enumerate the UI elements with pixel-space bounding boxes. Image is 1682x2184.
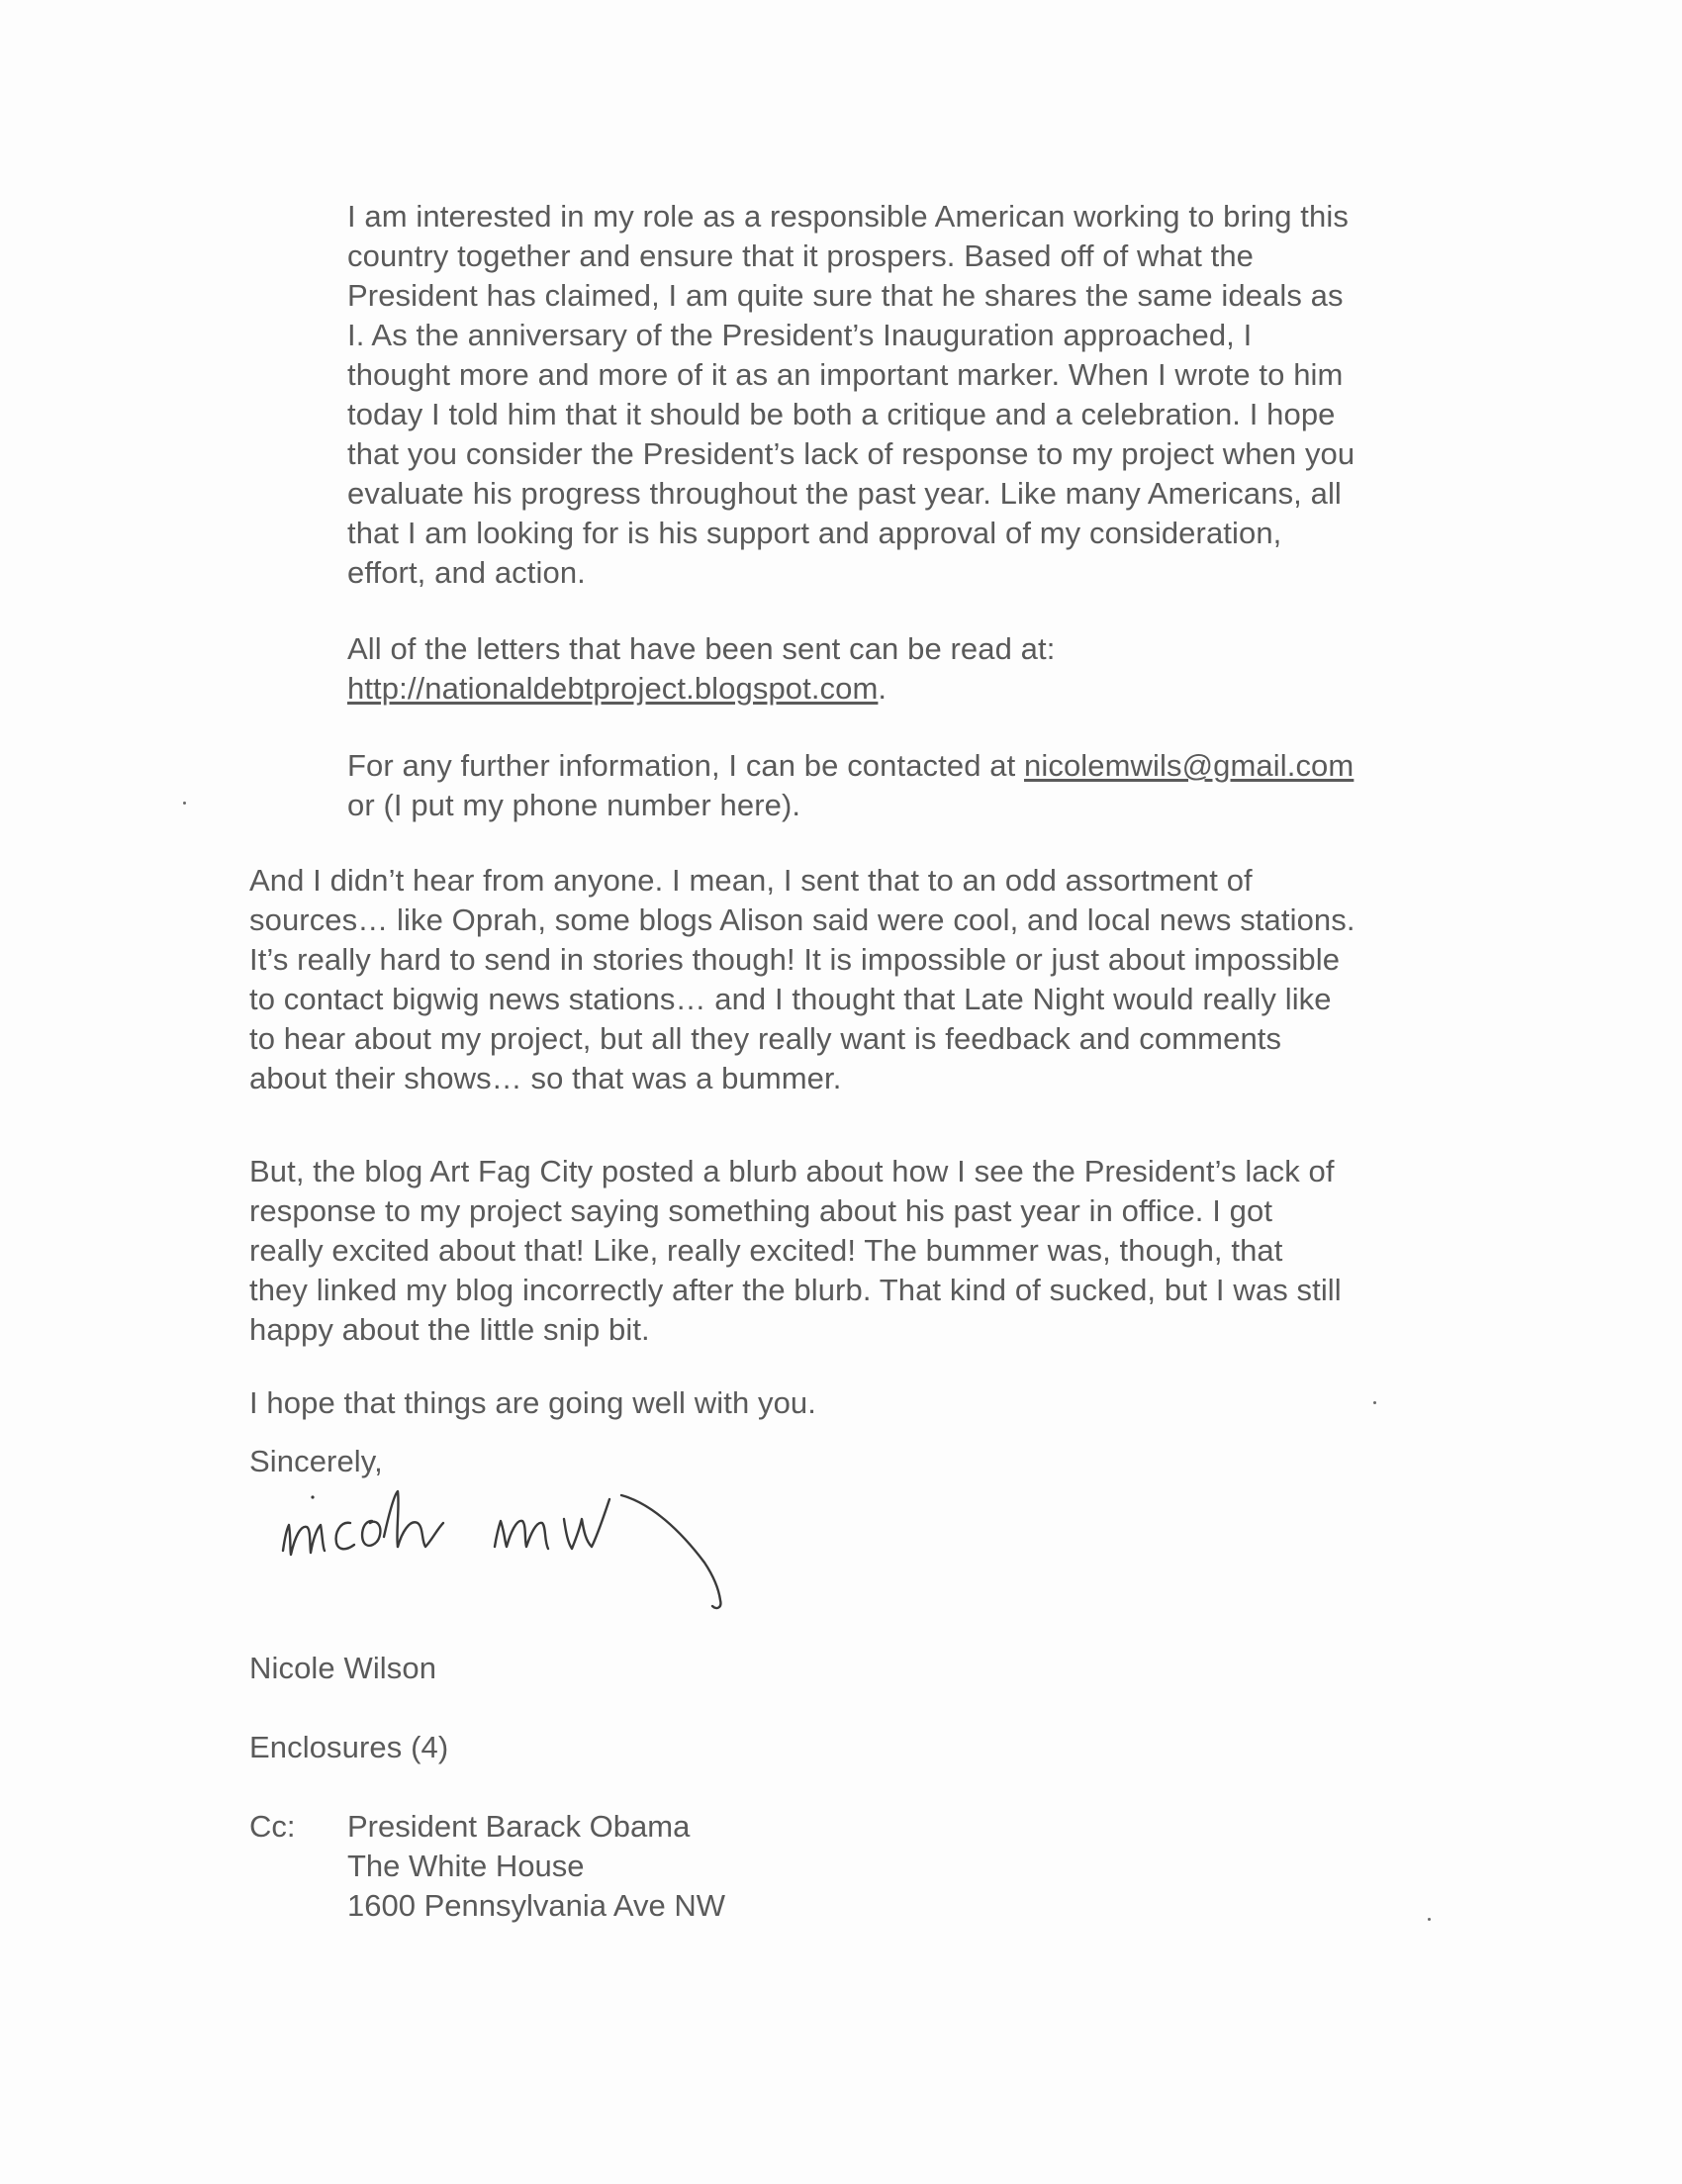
text-line: I. As the anniversary of the President’s Inauguration approached, I <box>347 318 1253 352</box>
cc-line: The White House <box>347 1849 585 1883</box>
text-line: today I told him that it should be both a critique and a celebration. I hope <box>347 397 1336 431</box>
cc-line: 1600 Pennsylvania Ave NW <box>347 1888 725 1923</box>
text-line: really excited about that! Like, really excited! The bummer was, though, that <box>249 1233 1283 1268</box>
signer-name <box>249 1649 436 1688</box>
text-line: effort, and action. <box>347 555 586 590</box>
text-line: sources… like Oprah, some blogs Alison said were cool, and local news stations. <box>249 902 1355 937</box>
text-line: that you consider the President’s lack of response to my project when you <box>347 436 1355 471</box>
quoted-paragraph-letters-link <box>347 629 1055 709</box>
text-line: Sincerely, <box>249 1444 383 1478</box>
text-line: thought more and more of it as an important marker. When I wrote to him <box>347 357 1344 392</box>
enclosures-line <box>249 1728 448 1767</box>
cc-recipient-address <box>347 1807 725 1926</box>
text-line: that I am looking for is his support and approval of my consideration, <box>347 516 1282 550</box>
cc-line: President Barack Obama <box>347 1809 691 1844</box>
text-line: they linked my blog incorrectly after the blurb. That kind of sucked, but I was still <box>249 1273 1342 1307</box>
text-line: happy about the little snip bit. <box>249 1312 650 1347</box>
text-line: about their shows… so that was a bummer. <box>249 1061 842 1095</box>
scan-speck <box>1428 1918 1431 1921</box>
handwritten-signature <box>277 1489 752 1613</box>
contact-text: For any further information, I can be contacted at <box>347 748 1025 783</box>
text-line: country together and ensure that it prospers. Based off of what the <box>347 238 1255 273</box>
quoted-paragraph-role <box>347 197 1355 593</box>
text-line <box>347 746 1354 786</box>
text-line: to hear about my project, but all they really want is feedback and comments <box>249 1021 1282 1056</box>
closing-salutation <box>249 1442 383 1481</box>
text-line: or (I put my phone number here). <box>347 788 801 822</box>
link-period: . <box>878 671 888 706</box>
text-line: Enclosures (4) <box>249 1730 449 1764</box>
body-paragraph-no-response <box>249 861 1355 1098</box>
body-paragraph-blog-blurb <box>249 1152 1342 1350</box>
cc-label: Cc: <box>249 1809 296 1844</box>
text-line: But, the blog Art Fag City posted a blurb about how I see the President’s lack of <box>249 1154 1335 1188</box>
closing-wish <box>249 1383 816 1423</box>
email-link[interactable]: nicolemwils@gmail.com <box>1024 748 1355 783</box>
scan-speck <box>1373 1401 1376 1404</box>
text-line: All of the letters that have been sent can be read at: <box>347 631 1056 666</box>
text-line: President has claimed, I am quite sure that he shares the same ideals as <box>347 278 1344 313</box>
text-line: And I didn’t hear from anyone. I mean, I sent that to an odd assortment of <box>249 863 1253 898</box>
text-line <box>347 669 1055 709</box>
text-line: to contact bigwig news stations… and I thought that Late Night would really like <box>249 982 1332 1016</box>
text-line: response to my project saying something about his past year in office. I got <box>249 1193 1273 1228</box>
blog-link[interactable]: http://nationaldebtproject.blogspot.com <box>347 671 879 706</box>
text-line: I hope that things are going well with you. <box>249 1385 816 1420</box>
quoted-paragraph-contact <box>347 746 1354 825</box>
scan-speck <box>183 802 186 805</box>
text-line: It’s really hard to send in stories though! It is impossible or just about impossible <box>249 942 1341 977</box>
text-line: I am interested in my role as a responsible American working to bring this <box>347 199 1349 234</box>
text-line: Nicole Wilson <box>249 1651 437 1685</box>
text-line: evaluate his progress throughout the past year. Like many Americans, all <box>347 476 1342 511</box>
